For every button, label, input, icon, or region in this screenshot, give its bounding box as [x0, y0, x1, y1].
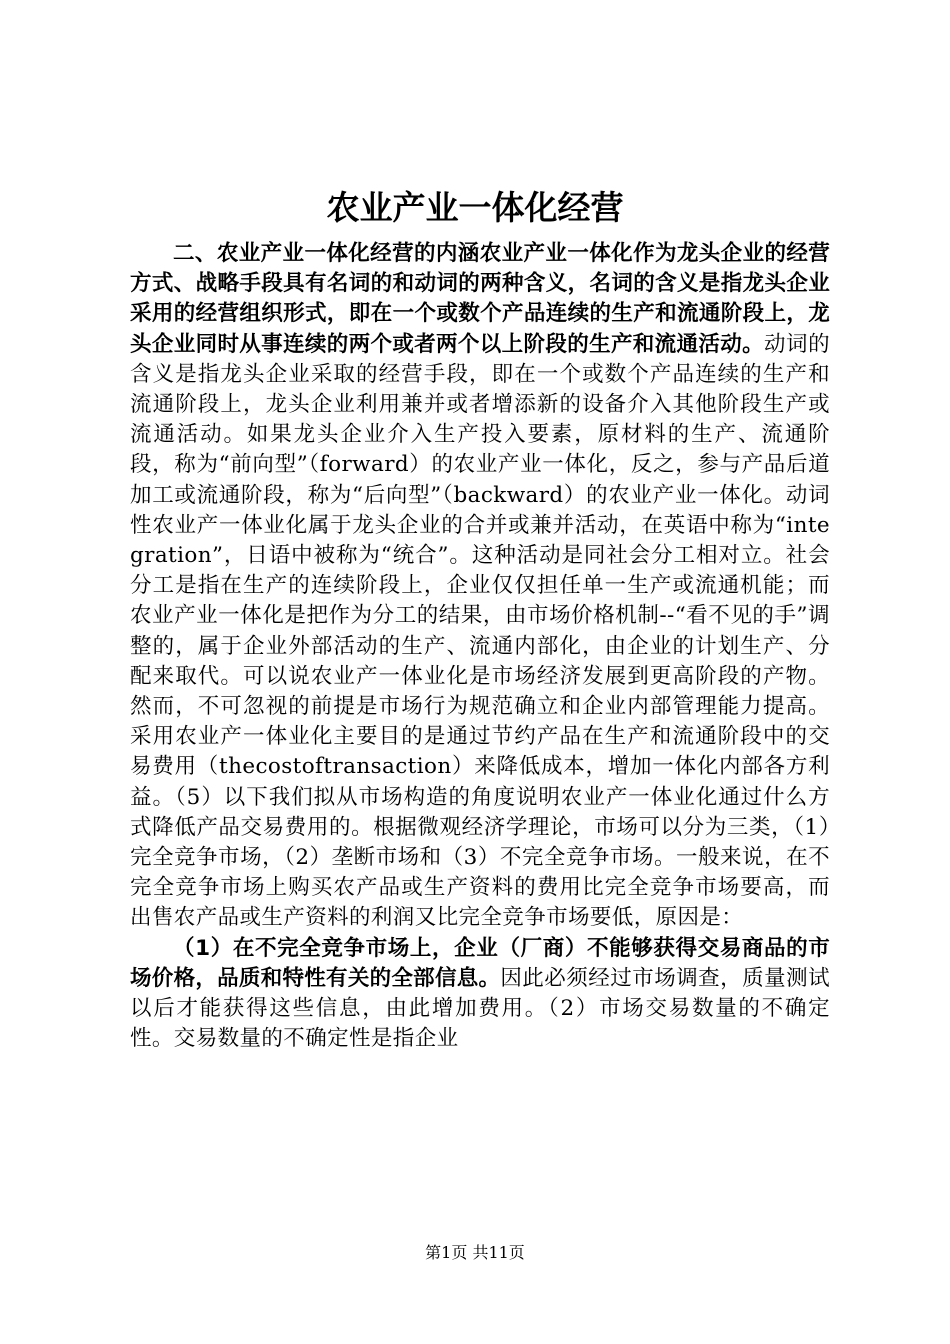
paragraph-1-text: 动词的含义是指龙头企业采取的经营手段，即在一个或数个产品连续的生产和流通阶段上，龙头企业利用兼并或者增添新的设备介入其他阶段生产或流通活动。如果龙头企业介入生产投入要素，原材料的生产、流通阶段，称为“前向型”（forward）的农业产业一体化，反之，参与产品后道加工或流通阶段，称为“后向型”（backward）的农业产业一体化。动词性农业产一体业化属于龙头企业的合并或兼并活动，在英语中称为“integration”，日语中被称为“统合”。这种活动是同社会分工相对立。社会分工是指在生产的连续阶段上，企业仅仅担任单一生产或流通机能；而农业产业一体化是把作为分工的结果，由市场价格机制--“看不见的手”调整的，属于企业外部活动的生产、流通内部化，由企业的计划生产、分配来取代。可以说农业产一体业化是市场经济发展到更高阶段的产物。然而，不可忽视的前提是市场行为规范确立和企业内部管理能力提高。采用农业产一体业化主要目的是通过节约产品在生产和流通阶段中的交易费用（thecostoftransaction）来降低成本，增加一体化内部各方利益。（5）以下我们拟从市场构造的角度说明农业产一体业化通过什么方式降低产品交易费用的。根据微观经济学理论，市场可以分为三类，（1）完全竞争市场，（2）垄断市场和（3）不完全竞争市场。一般来说，在不完全竞争市场上购买农产品或生产资料的费用比完全竞争市场要高，而出售农产品或生产资料的利润又比完全竞争市场要低，原因是： — [130, 331, 830, 931]
paragraph-1-bold-text: 二、农业产业一体化经营的内涵农业产业一体化作为龙头企业的经营方式、战略手段具有名词的和动词的两种含义，名词的含义是指龙头企业采用的经营组织形式，即在一个或数个产品连续的生产和流通阶段上，龙头企业同时从事连续的两个或者两个以上阶段的生产和流通活动。 — [130, 241, 830, 357]
document-title: 农业产业一体化经营 — [326, 188, 624, 227]
page-number-footer: 第1页 共11页 — [425, 1243, 525, 1262]
paragraph-2-text: 因此必须经过市场调查，质量测试以后才能获得这些信息，由此增加费用。（2）市场交易数量的不确定性。交易数量的不确定性是指企业 — [130, 965, 830, 1052]
paragraph-1 — [130, 239, 830, 934]
paragraph-2 — [130, 934, 830, 1055]
document-body — [130, 239, 830, 1054]
paragraph-2-bold-text: （1）在不完全竞争市场上，企业（厂商）不能够获得交易商品的市场价格，品质和特性有关的全部信息。 — [130, 935, 830, 991]
